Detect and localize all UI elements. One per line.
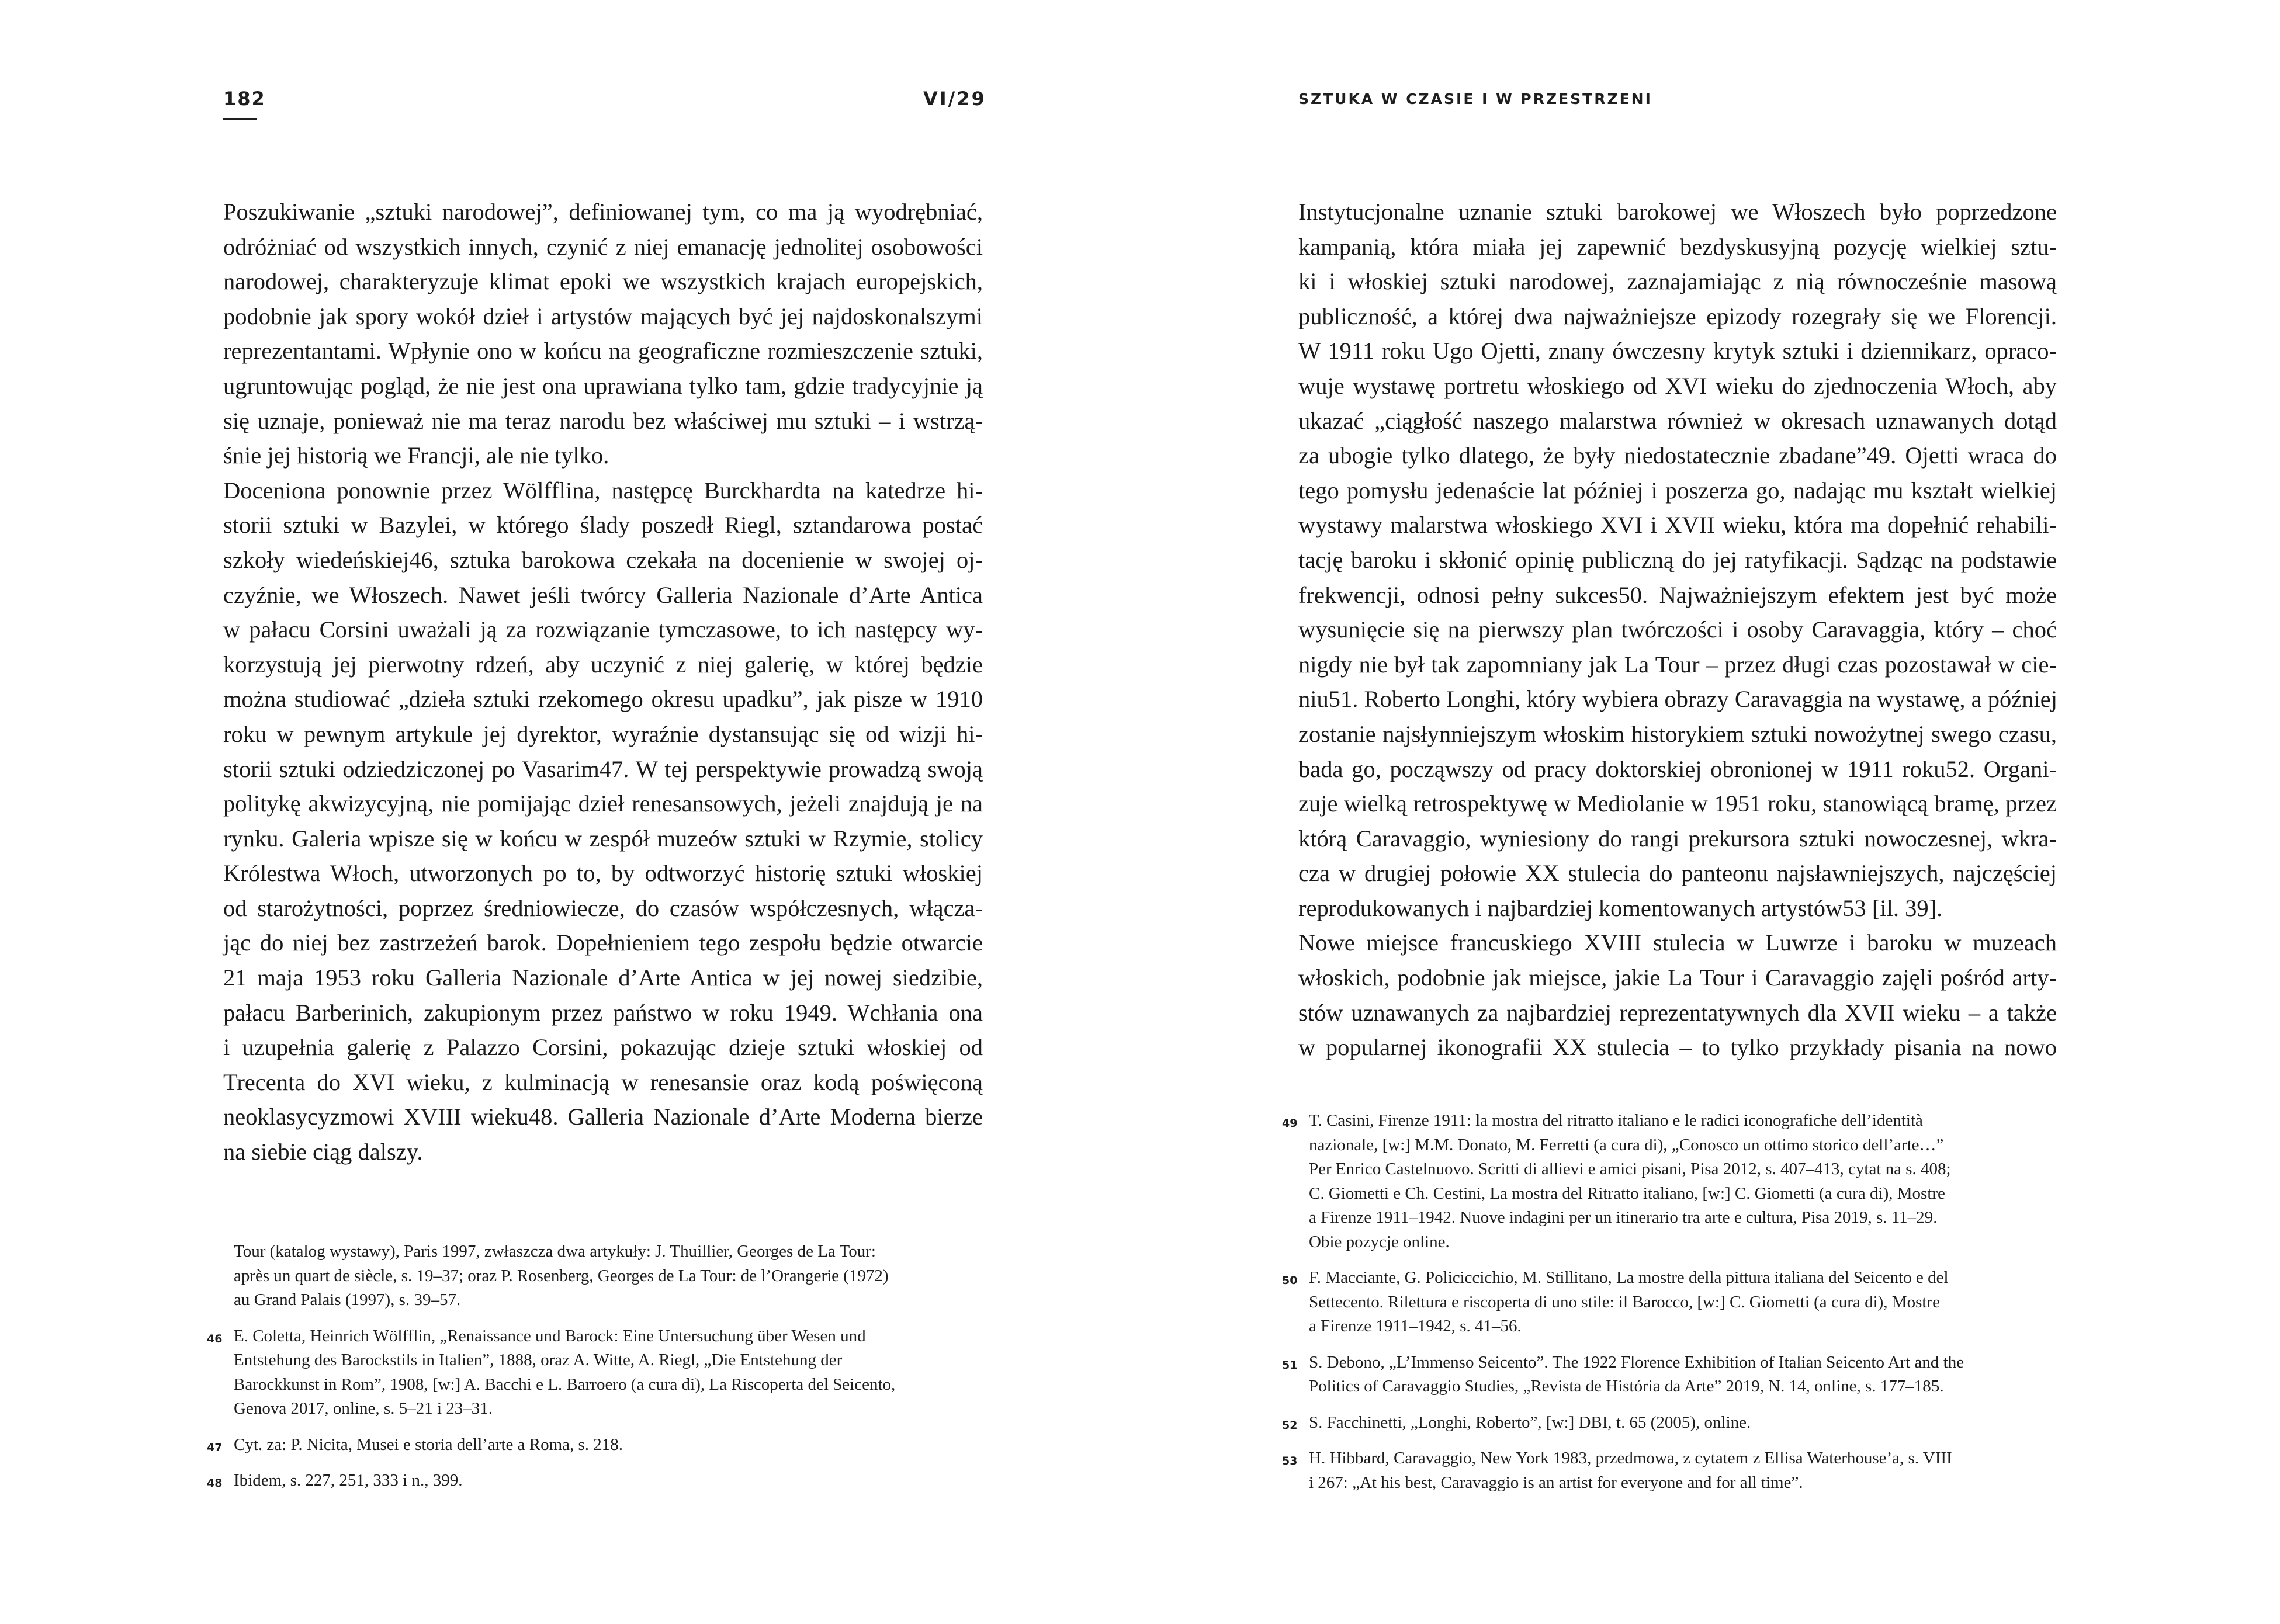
footnote-51 (1282, 1351, 2058, 1399)
footnote-number: 51 (1282, 1358, 1298, 1372)
text-line: publiczność, a której dwa najważniejsze epizody rozegrały się we Florencji. (1298, 303, 2057, 329)
footnote-line: Settecento. Rilettura e riscoperta di uno stile: il Barocco, [w:] C. Giometti (a cura di), Mostre (1309, 1292, 1940, 1311)
text-line: W 1911 roku Ugo Ojetti, znany ówczesny krytyk sztuki i dziennikarz, opraco- (1298, 338, 2057, 365)
footnote-line: a Firenze 1911–1942. Nuove indagini per un itinerario tra arte e cultura, Pisa 2019, s. 11–29. (1309, 1208, 1938, 1227)
text-line: w pałacu Corsini uważali ją za rozwiązanie tymczasowe, to ich następcy wy- (223, 616, 983, 643)
footnote-number: 47 (207, 1441, 223, 1454)
text-line: można studiować „dzieła sztuki rzekomego okresu upadku”, jak pisze w 1910 (223, 686, 983, 713)
text-line: nigdy nie był tak zapomniany jak La Tour – przez długi czas pozostawał w cie- (1298, 651, 2057, 678)
footnote-number: 46 (207, 1332, 223, 1345)
text-line: zuje wielką retrospektywę w Mediolanie w 1951 roku, stanowiącą bramę, przez (1298, 790, 2057, 817)
footnote-number: 48 (207, 1477, 223, 1490)
text-line: tego pomysłu jedenaście lat później i poszerza go, nadając mu kształt wielkiej (1298, 477, 2057, 504)
footnote-line: Per Enrico Castelnuovo. Scritti di allievi e amici pisani, Pisa 2012, s. 407–413, cytat na s. 408; (1309, 1160, 1951, 1178)
text-line: podobnie jak spory wokół dzieł i artystów mających być jej najdoskonalszymi (223, 303, 983, 329)
footnote-number: 53 (1282, 1455, 1298, 1467)
text-line: ugruntowując pogląd, że nie jest ona uprawiana tylko tam, gdzie tradycyjnie ją (223, 372, 983, 399)
footnote-48 (207, 1469, 983, 1493)
left-column-text (223, 195, 983, 1170)
text-line: Instytucjonalne uznanie sztuki barokowej we Włoszech było poprzedzone (1298, 199, 2057, 225)
footnote-line: nazionale, [w:] M.M. Donato, M. Ferretti (a cura di), „Conosco un ottimo storico dell’arte…” (1309, 1135, 1944, 1154)
footnote-line: a Firenze 1911–1942, s. 41–56. (1309, 1317, 1522, 1335)
text-line: neoklasycyzmowi XVIII wieku48. Galleria Nazionale d’Arte Moderna bierze (223, 1104, 983, 1130)
text-line: kampanią, która miała jej zapewnić bezdyskusyjną pozycję wielkiej sztu- (1298, 233, 2057, 260)
text-line: Trecenta do XVI wieku, z kulminacją w renesansie oraz kodą poświęconą (223, 1068, 983, 1095)
footnote-53 (1282, 1446, 2058, 1495)
text-line: pałacu Barberinich, zakupionym przez państwo w roku 1949. Wchłania ona (223, 999, 983, 1026)
text-line: w popularnej ikonografii XX stulecia – to tylko przykłady pisania na nowo (1298, 1034, 2057, 1061)
text-line: ukazać „ciągłość naszego malarstwa również w okresach uznawanych dotąd (1298, 407, 2057, 434)
footnote-line: Barockkunst in Rom”, 1908, [w:] A. Bacchi e L. Barroero (a cura di), La Riscoperta del Seicento, (234, 1375, 896, 1394)
text-line: narodowej, charakteryzuje klimat epoki we wszystkich krajach europejskich, (223, 268, 983, 295)
footnote-line: Obie pozycje online. (1309, 1232, 1450, 1251)
text-line: jąc do niej bez zastrzeżeń barok. Dopełnieniem tego zespołu będzie otwarcie (223, 929, 983, 956)
footnote-line: Entstehung des Barockstils in Italien”, 1888, oraz A. Witte, A. Riegl, „Die Entstehung der (234, 1351, 843, 1369)
text-line: politykę akwizycyjną, nie pomijając dzieł renesansowych, jeżeli znajdują je na (223, 790, 983, 817)
footnote-47 (207, 1433, 983, 1458)
footnote-number: 49 (1282, 1117, 1298, 1130)
text-line: niu51. Roberto Longhi, który wybiera obrazy Caravaggia na wystawę, a później (1298, 686, 2057, 713)
footnote-line: Cyt. za: P. Nicita, Musei e storia dell’arte a Roma, s. 218. (234, 1435, 623, 1454)
footnote-number: 52 (1282, 1418, 1298, 1432)
text-line: wuje wystawę portretu włoskiego od XVI wieku do zjednoczenia Włoch, aby (1298, 372, 2057, 399)
page-number-rule (223, 118, 257, 120)
text-line: frekwencji, odnosi pełny sukces50. Najważniejszym efektem jest być może (1298, 581, 2057, 608)
text-line: reprezentantami. Wpłynie ono w końcu na geograficzne rozmieszczenie sztuki, (223, 338, 983, 365)
text-line: włoskich, podobnie jak miejsce, jakie La Tour i Caravaggio zajęli pośród arty- (1298, 964, 2057, 991)
text-line: bada go, począwszy od pracy doktorskiej obronionej w 1911 roku52. Organi- (1298, 755, 2057, 782)
footnote-46 (207, 1324, 983, 1421)
left-footnotes (207, 1240, 983, 1505)
text-line: 21 maja 1953 roku Galleria Nazionale d’Arte Antica w jej nowej siedzibie, (223, 964, 983, 991)
text-line: zostanie najsłynniejszym włoskim historykiem sztuki nowożytnej swego czasu, (1298, 720, 2057, 747)
footnote-52 (1282, 1411, 2058, 1435)
footnote-line: Genova 2017, online, s. 5–21 i 23–31. (234, 1399, 493, 1418)
text-line: ki i włoskiej sztuki narodowej, zaznajamiając z nią równocześnie masową (1298, 268, 2057, 295)
footnote-line: Tour (katalog wystawy), Paris 1997, zwłaszcza dwa artykuły: J. Thuillier, Georges de La Tour: (234, 1242, 876, 1261)
footnote-line: F. Macciante, G. Policiccichio, M. Stillitano, La mostre della pittura italiana del Seicento e del (1309, 1268, 1949, 1287)
text-line: czyźnie, we Włoszech. Nawet jeśli twórcy Galleria Nazionale d’Arte Antica (223, 581, 983, 608)
text-line: stów uznawanych za najbardziej reprezentatywnych dla XVII wieku – a także (1298, 999, 2057, 1026)
text-line: za ubogie tylko dlatego, że były niedostatecznie zbadane”49. Ojetti wraca do (1298, 442, 2057, 469)
text-line: roku w pewnym artykule jej dyrektor, wyraźnie dystansując się od wizji hi- (223, 720, 983, 747)
footnote-50 (1282, 1266, 2058, 1339)
footnote-number: 50 (1282, 1274, 1298, 1287)
text-line: wysunięcie się na pierwszy plan twórczości i osoby Caravaggia, który – choć (1298, 616, 2057, 643)
footnote-line: C. Giometti e Ch. Cestini, La mostra del Ritratto italiano, [w:] C. Giometti (a cura di), Mostre (1309, 1184, 1945, 1203)
text-line: śnie jej historią we Francji, ale nie tylko. (223, 442, 609, 469)
footnote-line: i 267: „At his best, Caravaggio is an artist for everyone and for all time”. (1309, 1473, 1803, 1492)
footnote-line: après un quart de siècle, s. 19–37; oraz P. Rosenberg, Georges de La Tour: de l’Orangerie (1972) (234, 1266, 889, 1285)
section-title: SZTUKA W CZASIE I W PRZESTRZENI (1298, 91, 1652, 107)
footnote-line: Ibidem, s. 227, 251, 333 i n., 399. (234, 1471, 463, 1490)
issue-number: VI/29 (923, 88, 986, 110)
text-line: Doceniona ponownie przez Wölfflina, następcę Burckhardta na katedrze hi- (223, 477, 983, 504)
text-line: korzystują jej pierwotny rdzeń, aby uczynić z niej galerię, w której będzie (223, 651, 983, 678)
text-line: rynku. Galeria wpisze się w końcu w zespół muzeów sztuki w Rzymie, stolicy (223, 825, 983, 852)
text-line: storii sztuki odziedziczonej po Vasarim47. W tej perspektywie prowadzą swoją (223, 755, 983, 782)
footnote-line: S. Debono, „L’Immenso Seicento”. The 1922 Florence Exhibition of Italian Seicento Art and the (1309, 1352, 1964, 1372)
text-line: Nowe miejsce francuskiego XVIII stulecia w Luwrze i baroku w muzeach (1298, 929, 2057, 956)
text-line: Królestwa Włoch, utworzonych po to, by odtworzyć historię sztuki włoskiej (223, 860, 983, 887)
footnote-line: au Grand Palais (1997), s. 39–57. (234, 1290, 461, 1309)
text-line: Poszukiwanie „sztuki narodowej”, definiowanej tym, co ma ją wyodrębniać, (223, 199, 983, 225)
footnote-line: E. Coletta, Heinrich Wölfflin, „Renaissance und Barock: Eine Untersuchung über Wesen und (234, 1326, 866, 1345)
text-line: szkoły wiedeńskiej46, sztuka barokowa czekała na docenienie w swojej oj- (223, 546, 983, 573)
footnote-49 (1282, 1109, 2058, 1254)
text-line: tację baroku i skłonić opinię publiczną do jej ratyfikacji. Sądząc na podstawie (1298, 546, 2057, 573)
text-line: wystawy malarstwa włoskiego XVI i XVII wieku, która ma dopełnić rehabili- (1298, 512, 2057, 539)
text-line: się uznaje, ponieważ nie ma teraz narodu bez właściwej mu sztuki – i wstrzą- (223, 407, 983, 434)
footnote-continuation (207, 1240, 983, 1313)
text-line: cza w drugiej połowie XX stulecia do panteonu najsławniejszych, najczęściej (1298, 860, 2057, 887)
footnote-line: T. Casini, Firenze 1911: la mostra del ritratto italiano e le radici iconografiche dell’identità (1309, 1111, 1923, 1130)
text-line: reprodukowanych i najbardziej komentowanych artystów53 [il. 39]. (1298, 894, 1943, 921)
page-number: 182 (223, 88, 266, 110)
right-column-text (1298, 195, 2057, 1065)
text-line: odróżniać od wszystkich innych, czynić z niej emanację jednolitej osobowości (223, 233, 983, 260)
right-footnotes (1282, 1109, 2058, 1507)
text-line: którą Caravaggio, wyniesiony do rangi prekursora sztuki nowoczesnej, wkra- (1298, 825, 2057, 852)
text-line: storii sztuki w Bazylei, w którego ślady poszedł Riegl, sztandarowa postać (223, 512, 983, 539)
footnote-line: H. Hibbard, Caravaggio, New York 1983, przedmowa, z cytatem z Ellisa Waterhouse’a, s. VIII (1309, 1449, 1952, 1467)
footnote-line: Politics of Caravaggio Studies, „Revista de História da Arte” 2019, N. 14, online, s. 177–185. (1309, 1377, 1944, 1396)
text-line: na siebie ciąg dalszy. (223, 1139, 423, 1165)
text-line: i uzupełnia galerię z Palazzo Corsini, pokazując dzieje sztuki włoskiej od (223, 1034, 983, 1061)
text-line: od starożytności, poprzez średniowiecze, do czasów współczesnych, włącza- (223, 894, 983, 921)
footnote-line: S. Facchinetti, „Longhi, Roberto”, [w:] DBI, t. 65 (2005), online. (1309, 1413, 1751, 1432)
